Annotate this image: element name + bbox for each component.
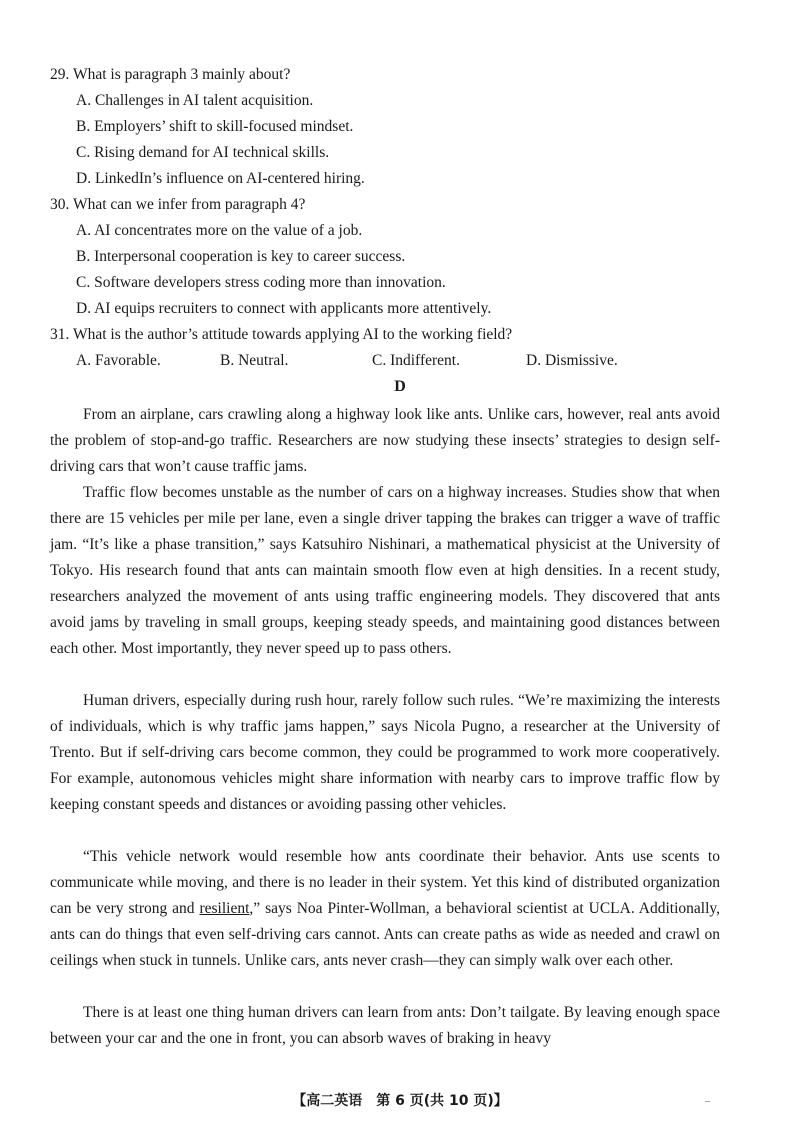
question-30-option-c: C. Software developers stress coding more than innovation. xyxy=(76,274,446,291)
passage-paragraph-2: Traffic flow becomes unstable as the number of cars on a highway increases. Studies show that when there are 15 vehicles per mile per lane, even a single driver tapping the brakes can trigger a wave of traffic jam. “It’s like a phase transition,” says Katsuhiro Nishinari, a mathematical physicist at the University of Tokyo. His research found that ants can maintain smooth flow even at high densities. In a recent study, researchers analyzed the movement of ants using traffic engineering models. They discovered that ants avoid jams by traveling in small groups, keeping steady speeds, and maintaining good distances between each other. Most importantly, they never speed up to pass others. xyxy=(50,484,720,657)
question-29-option-a: A. Challenges in AI talent acquisition. xyxy=(76,92,314,109)
passage-paragraph-3: Human drivers, especially during rush hour, rarely follow such rules. “We’re maximizing the interests of individuals, which is why traffic jams happen,” says Nicola Pugno, a researcher at the University of Trento. But if self-driving cars become common, they could be programmed to work more cooperatively. For example, autonomous vehicles might share information with nearby cars to improve traffic flow by keeping constant speeds and distances or avoiding passing other vehicles. xyxy=(50,692,720,813)
question-31-option-b: B. Neutral. xyxy=(220,352,289,369)
question-29-option-d: D. LinkedIn’s influence on AI-centered hiring. xyxy=(76,170,365,187)
question-30-option-d: D. AI equips recruiters to connect with applicants more attentively. xyxy=(76,300,492,317)
passage-paragraph-4-part-1: “This vehicle network would resemble how ants coordinate their behavior. Ants use scents to communicate while moving, and there is no leader in their system. Yet this kind of distributed organization can be very strong and xyxy=(50,848,720,917)
question-30-option-a: A. AI concentrates more on the value of a job. xyxy=(76,222,363,239)
question-30-stem: 30. What can we infer from paragraph 4? xyxy=(50,196,306,213)
passage-paragraph-5: There is at least one thing human drivers can learn from ants: Don’t tailgate. By leaving enough space between your car and the one in front, you can absorb waves of braking in heavy xyxy=(50,1004,720,1047)
question-31-options xyxy=(76,352,676,374)
question-29-option-b: B. Employers’ shift to skill-focused mindset. xyxy=(76,118,354,135)
footer-mark: – xyxy=(705,1096,710,1107)
question-31-option-a: A. Favorable. xyxy=(76,352,161,369)
question-29-stem: 29. What is paragraph 3 mainly about? xyxy=(50,66,291,83)
question-29-option-c: C. Rising demand for AI technical skills. xyxy=(76,144,330,161)
question-31-option-d: D. Dismissive. xyxy=(526,352,618,369)
passage-paragraph-4-part-2: ,” says Noa Pinter-Wollman, a behavioral scientist at UCLA. Additionally, ants can do things that even self-driving cars cannot. Ants can create paths as wide as needed and crawl on ceilings when stuck in tunnels. Unlike cars, ants never crash—they can simply walk over each other. xyxy=(50,900,720,969)
question-31-option-c: C. Indifferent. xyxy=(372,352,460,369)
passage-paragraph-1: From an airplane, cars crawling along a highway look like ants. Unlike cars, however, real ants avoid the problem of stop-and-go traffic. Researchers are now studying these insects’ strategies to design self-driving cars that won’t cause traffic jams. xyxy=(50,406,720,475)
underlined-word-resilient: resilient xyxy=(199,900,250,917)
page-footer: 【高二英语 第 6 页(共 10 页)】 xyxy=(292,1093,508,1109)
passage-paragraph-4 xyxy=(50,844,720,974)
question-31-stem: 31. What is the author’s attitude towards applying AI to the working field? xyxy=(50,326,513,343)
section-heading: D xyxy=(394,378,406,395)
question-30-option-b: B. Interpersonal cooperation is key to career success. xyxy=(76,248,406,265)
